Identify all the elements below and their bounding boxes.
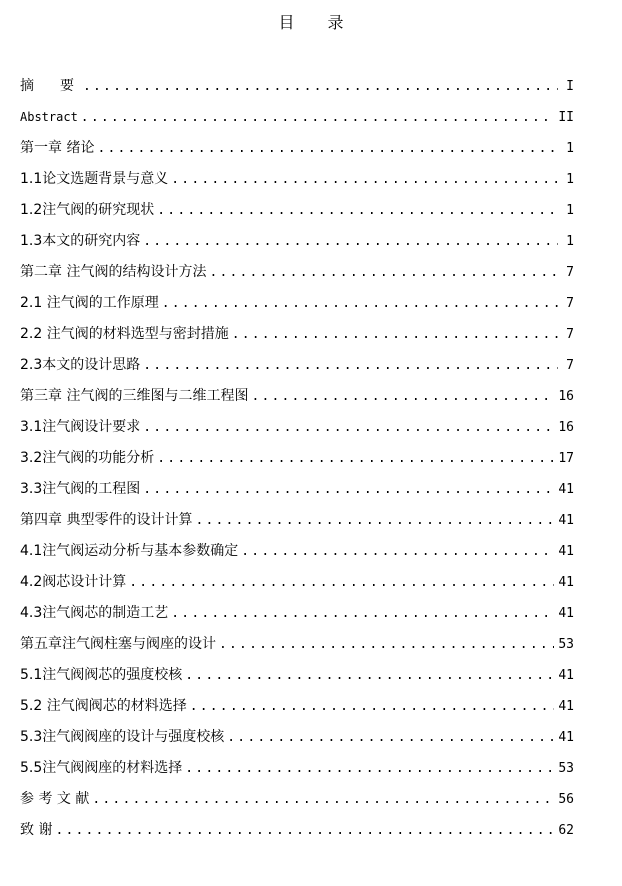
toc-leader-dots — [97, 137, 558, 161]
toc-leader-dots — [55, 819, 554, 843]
toc-entry — [20, 818, 574, 849]
toc-entry-page: 1 — [566, 172, 574, 187]
toc-leader-dots — [190, 695, 555, 719]
toc-entry-label: 5.2 注气阀阀芯的材料选择 — [20, 698, 187, 714]
toc-entry — [20, 136, 574, 167]
toc-leader-dots — [157, 199, 558, 223]
toc-entry-page: 1 — [566, 234, 574, 249]
toc-entry-label: 第一章 绪论 — [20, 140, 95, 156]
toc-leader-dots — [162, 292, 558, 316]
toc-leader-dots — [157, 447, 554, 471]
toc-entry-label: 第三章 注气阀的三维图与二维工程图 — [20, 388, 249, 404]
toc-entry-page: 41 — [558, 668, 574, 683]
toc-entry — [20, 694, 574, 725]
toc-entry-label: 5.3注气阀阀座的设计与强度校核 — [20, 729, 225, 745]
toc-entry-page: 16 — [558, 389, 574, 404]
toc-entry — [20, 198, 574, 229]
toc-leader-dots — [92, 788, 554, 812]
toc-entry-label: 第二章 注气阀的结构设计方法 — [20, 264, 207, 280]
toc-leader-dots — [251, 385, 554, 409]
toc-list — [20, 74, 574, 849]
toc-entry — [20, 74, 574, 105]
toc-entry-label: 4.2阀芯设计计算 — [20, 574, 127, 590]
toc-leader-dots — [143, 230, 558, 254]
toc-entry — [20, 756, 574, 787]
toc-entry-page: 53 — [558, 637, 574, 652]
toc-leader-dots — [195, 509, 554, 533]
toc-entry-label: 致 谢 — [20, 822, 53, 838]
toc-entry — [20, 384, 574, 415]
toc-entry-page: 41 — [558, 513, 574, 528]
toc-entry-label: 第五章注气阀柱塞与阀座的设计 — [20, 636, 216, 652]
toc-leader-dots — [143, 416, 554, 440]
toc-entry — [20, 167, 574, 198]
toc-leader-dots — [83, 75, 558, 99]
toc-entry-label: 3.3注气阀的工程图 — [20, 481, 141, 497]
toc-entry-page: 41 — [558, 544, 574, 559]
toc-leader-dots — [209, 261, 558, 285]
toc-entry — [20, 539, 574, 570]
toc-entry-page: 56 — [558, 792, 574, 807]
toc-entry-label: 5.5注气阀阀座的材料选择 — [20, 760, 183, 776]
toc-entry-label: 第四章 典型零件的设计计算 — [20, 512, 193, 528]
toc-leader-dots — [232, 323, 558, 347]
toc-entry-page: 41 — [558, 699, 574, 714]
toc-entry-label: Abstract — [20, 110, 78, 124]
toc-leader-dots — [143, 354, 558, 378]
toc-entry-page: 7 — [566, 358, 574, 373]
toc-entry — [20, 353, 574, 384]
toc-entry-page: 16 — [558, 420, 574, 435]
toc-entry — [20, 663, 574, 694]
toc-entry-page: 1 — [566, 141, 574, 156]
toc-entry-page: 17 — [558, 451, 574, 466]
toc-entry-page: 41 — [558, 575, 574, 590]
toc-leader-dots — [185, 757, 554, 781]
toc-entry — [20, 477, 574, 508]
toc-entry — [20, 322, 574, 353]
toc-entry — [20, 229, 574, 260]
toc-entry-label: 4.1注气阀运动分析与基本参数确定 — [20, 543, 239, 559]
toc-entry-label: 摘 要 — [20, 78, 80, 94]
toc-entry — [20, 601, 574, 632]
toc-entry — [20, 446, 574, 477]
toc-entry-page: 7 — [566, 296, 574, 311]
toc-entry-page: 1 — [566, 203, 574, 218]
toc-entry — [20, 508, 574, 539]
toc-entry-page: 53 — [558, 761, 574, 776]
toc-entry-label: 3.1注气阀设计要求 — [20, 419, 141, 435]
toc-leader-dots — [129, 571, 554, 595]
toc-entry-page: 7 — [566, 327, 574, 342]
toc-entry-label: 5.1注气阀阀芯的强度校核 — [20, 667, 183, 683]
toc-leader-dots — [171, 168, 558, 192]
toc-leader-dots — [171, 602, 554, 626]
toc-entry-page: II — [558, 110, 574, 125]
toc-entry-page: 41 — [558, 606, 574, 621]
toc-entry — [20, 787, 574, 818]
toc-entry-label: 2.1 注气阀的工作原理 — [20, 295, 159, 311]
toc-entry — [20, 260, 574, 291]
toc-entry-label: 2.2 注气阀的材料选型与密封措施 — [20, 326, 229, 342]
toc-entry-page: 41 — [558, 482, 574, 497]
toc-entry — [20, 725, 574, 756]
toc-entry-label: 3.2注气阀的功能分析 — [20, 450, 155, 466]
toc-entry-page: 41 — [558, 730, 574, 745]
toc-leader-dots — [227, 726, 554, 750]
toc-entry-label: 1.3本文的研究内容 — [20, 233, 141, 249]
toc-entry-label: 1.1论文选题背景与意义 — [20, 171, 169, 187]
page-title: 目 录 — [278, 13, 358, 32]
toc-entry-label: 1.2注气阀的研究现状 — [20, 202, 155, 218]
toc-leader-dots — [219, 633, 554, 657]
toc-entry-page: 7 — [566, 265, 574, 280]
toc-entry-page: I — [566, 79, 574, 94]
toc-entry-label: 参 考 文 献 — [20, 791, 90, 807]
toc-entry — [20, 105, 574, 136]
toc-entry-label: 2.3本文的设计思路 — [20, 357, 141, 373]
toc-entry — [20, 570, 574, 601]
toc-entry — [20, 632, 574, 663]
toc-entry-page: 62 — [558, 823, 574, 838]
toc-leader-dots — [81, 106, 555, 130]
toc-entry — [20, 291, 574, 322]
toc-entry — [20, 415, 574, 446]
toc-leader-dots — [143, 478, 554, 502]
toc-leader-dots — [241, 540, 554, 564]
toc-entry-label: 4.3注气阀芯的制造工艺 — [20, 605, 169, 621]
toc-leader-dots — [185, 664, 554, 688]
